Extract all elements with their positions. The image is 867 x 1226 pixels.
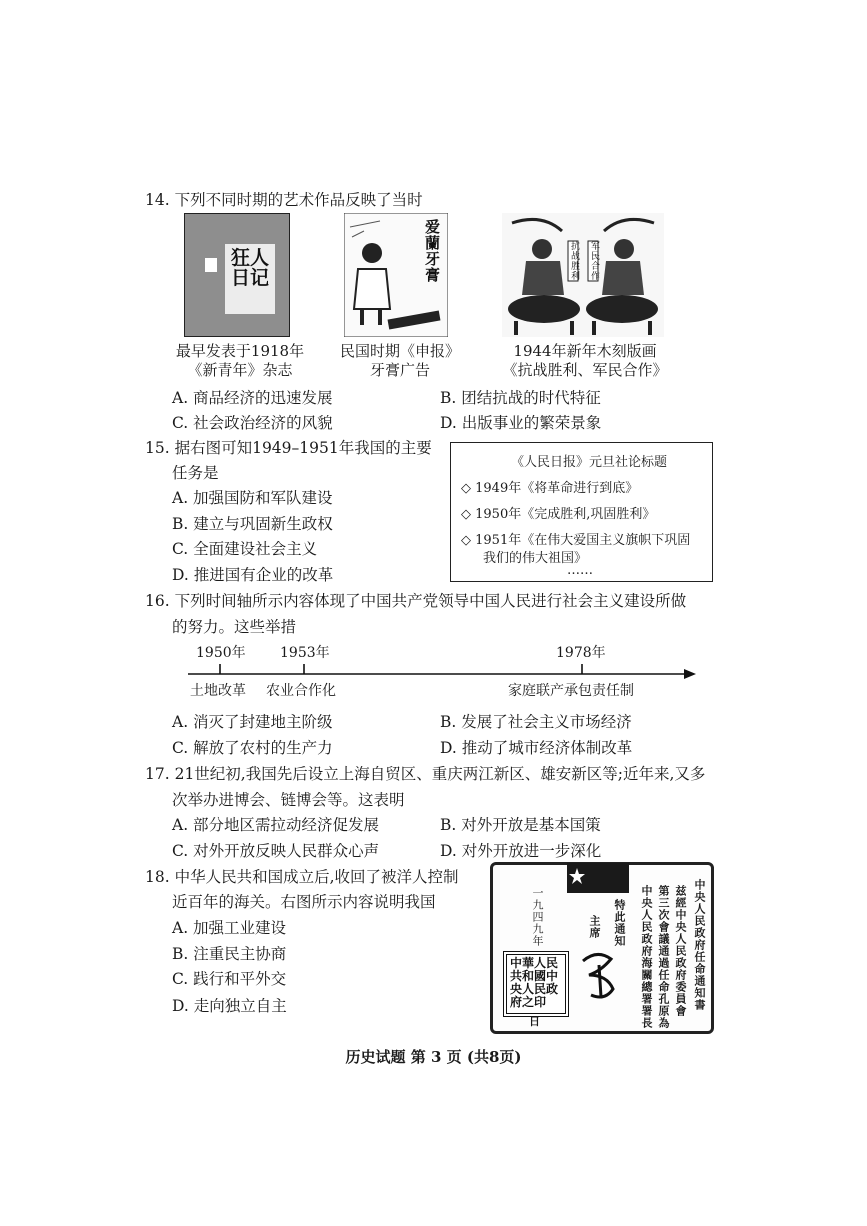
q15-option-b[interactable]: B. 建立与巩固新生政权 (172, 515, 333, 533)
q17-option-b[interactable]: B. 对外开放是基本国策 (440, 816, 601, 834)
q16-option-a[interactable]: A. 消灭了封建地主阶级 (172, 713, 333, 731)
notice-col4: 中央人民政府海關總署署長 (640, 885, 653, 1029)
q14-image-magazine (184, 213, 290, 337)
q18-option-a[interactable]: A. 加强工业建设 (172, 919, 287, 937)
q16-option-d[interactable]: D. 推动了城市经济体制改革 (440, 739, 633, 757)
timeline-label-1978: 1978年 (556, 645, 606, 661)
q17-stem-line2: 次举办进博会、链博会等。这表明 (172, 791, 405, 809)
q18-stem-line2: 近百年的海关。右图所示内容说明我国 (172, 893, 436, 911)
q14-option-a[interactable]: A. 商品经济的迅速发展 (172, 389, 333, 407)
q15-stem-line1: 15. 据右图可知1949–1951年我国的主要 (145, 439, 432, 457)
q18-appointment-notice (490, 862, 714, 1034)
notice-col5: 特此通知 (613, 899, 626, 947)
woodcut-left-banner: 抗战胜利 (569, 241, 579, 281)
editorial-box-title: 《人民日报》元旦社论标题 (511, 455, 668, 470)
chairman-signature (577, 945, 621, 1005)
q14-option-c[interactable]: C. 社会政治经济的风貌 (172, 414, 333, 432)
magazine-label-mark (205, 258, 217, 272)
q16-option-b[interactable]: B. 发展了社会主义市场经济 (440, 713, 632, 731)
editorial-item-1949: ◇ 1949年《将革命进行到底》 (461, 481, 639, 496)
q14-image-woodcut (502, 213, 664, 337)
notice-seal (503, 951, 569, 1017)
q16-stem-line2: 的努力。这些举措 (172, 618, 297, 636)
q18-option-d[interactable]: D. 走向独立自主 (172, 997, 287, 1015)
q14-image-toothpaste-ad (344, 213, 448, 337)
woodcut-right-banner: 军民合作 (589, 241, 599, 281)
national-flag-icon (567, 863, 629, 893)
magazine-title: 狂人日记 (231, 247, 270, 289)
timeline-event-1978: 家庭联产承包责任制 (508, 683, 634, 699)
q17-option-a[interactable]: A. 部分地区需拉动经济促发展 (172, 816, 380, 834)
q18-option-c[interactable]: C. 践行和平外交 (172, 970, 287, 988)
q14-caption-3-line2: 《抗战胜利、军民合作》 (502, 361, 668, 379)
editorial-ellipsis: …… (567, 563, 593, 578)
q18-option-b[interactable]: B. 注重民主协商 (172, 945, 287, 963)
editorial-item-1951-line1: ◇ 1951年《在伟大爱国主义旗帜下巩固 (461, 533, 691, 548)
q18-stem-line1: 18. 中华人民共和国成立后,收回了被洋人控制 (145, 868, 459, 886)
q16-stem-line1: 16. 下列时间轴所示内容体现了中国共产党领导中国人民进行社会主义建设所做 (145, 592, 687, 610)
notice-chairman: 主席 (588, 915, 601, 939)
timeline-event-1953: 农业合作化 (266, 683, 336, 699)
q15-editorial-box (450, 442, 713, 582)
q15-option-d[interactable]: D. 推进国有企业的改革 (172, 566, 334, 584)
q17-option-d[interactable]: D. 对外开放进一步深化 (440, 842, 602, 860)
notice-title: 中央人民政府任命通知書 (693, 879, 706, 1011)
page-footer: 历史试题 第 3 页 (共8页) (345, 1048, 522, 1066)
q15-option-c[interactable]: C. 全面建设社会主义 (172, 540, 318, 558)
editorial-item-1950: ◇ 1950年《完成胜利,巩固胜利》 (461, 507, 656, 522)
timeline-label-1953: 1953年 (280, 645, 330, 661)
notice-seal-text: 中華人民共和國中央人民政府之印 (510, 956, 559, 1009)
timeline-label-1950: 1950年 (196, 645, 246, 661)
q14-caption-1-line2: 《新青年》杂志 (187, 361, 293, 379)
q14-caption-1-line1: 最早发表于1918年 (175, 342, 305, 360)
notice-col3: 第三次會議通過任命孔原為 (657, 885, 670, 1029)
woodcut-illustration (502, 213, 664, 337)
q17-option-c[interactable]: C. 对外开放反映人民群众心声 (172, 842, 380, 860)
q14-option-d[interactable]: D. 出版事业的繁荣景象 (440, 414, 602, 432)
toothpaste-ad-brand: 爱蘭牙膏 (423, 219, 441, 283)
q16-option-c[interactable]: C. 解放了农村的生产力 (172, 739, 333, 757)
timeline-axis (186, 660, 698, 682)
q14-caption-2-line1: 民国时期《申报》 (339, 342, 460, 360)
q14-stem: 14. 下列不同时期的艺术作品反映了当时 (145, 191, 423, 209)
editorial-item-1951-line2: 我们的伟大祖国》 (483, 551, 588, 566)
notice-col2: 兹經中央人民政府委員會 (674, 885, 687, 1017)
q15-option-a[interactable]: A. 加强国防和军队建设 (172, 489, 333, 507)
q15-stem-line2: 任务是 (172, 464, 219, 482)
notice-day: 日 (529, 1015, 540, 1028)
q14-caption-3-line1: 1944年新年木刻版画 (513, 342, 657, 360)
notice-date: 一九四九年 (531, 887, 544, 947)
q17-stem-line1: 17. 21世纪初,我国先后设立上海自贸区、重庆两江新区、雄安新区等;近年来,又多 (145, 765, 706, 783)
q14-option-b[interactable]: B. 团结抗战的时代特征 (440, 389, 601, 407)
timeline-event-1950: 土地改革 (190, 683, 246, 699)
q14-caption-2-line2: 牙膏广告 (369, 361, 430, 379)
